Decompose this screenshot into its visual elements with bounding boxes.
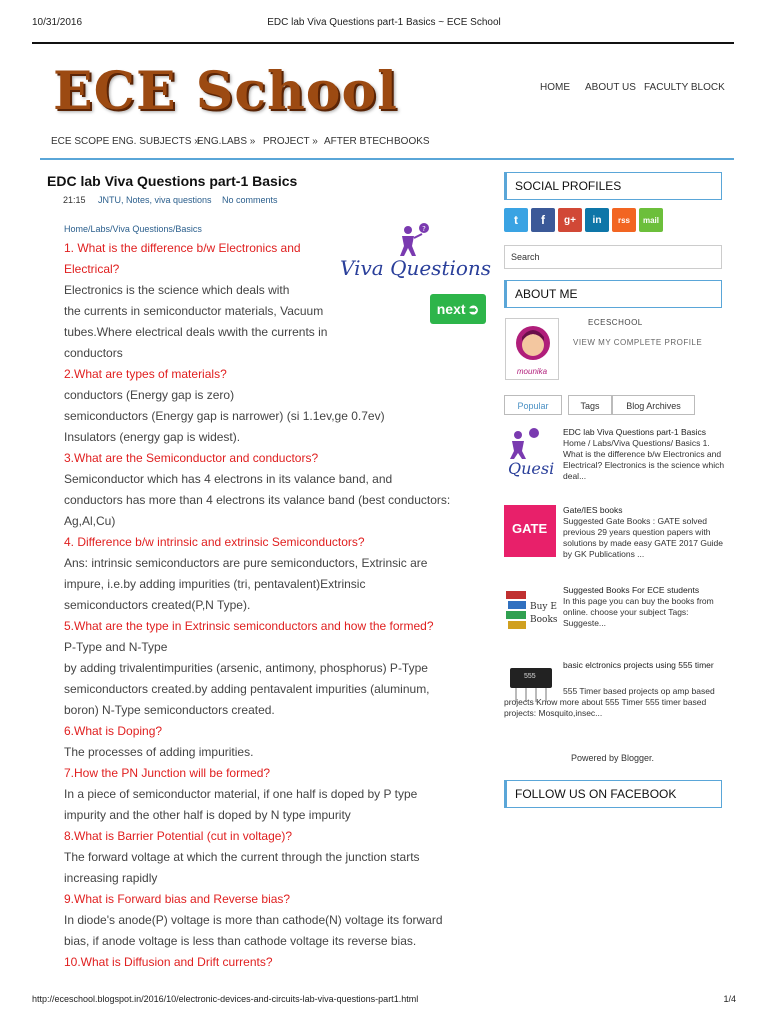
answer-line: impure, i.e.by adding impurities (tri, pentavalent)Extrinsic [64, 577, 366, 591]
linkedin-icon[interactable]: in [585, 208, 609, 232]
post-time: 21:15 [63, 195, 86, 205]
facebook-icon[interactable]: f [531, 208, 555, 232]
rss-icon[interactable]: rss [612, 208, 636, 232]
answer-line: Ag,Al,Cu) [64, 514, 116, 528]
nav-faculty-link[interactable]: FACULTY BLOCK [644, 82, 725, 93]
popular-thumb-text: 555 [524, 673, 536, 680]
question-line: 10.What is Diffusion and Drift currents? [64, 955, 273, 969]
question-line: Electrical? [64, 262, 120, 276]
nav-home-link[interactable]: HOME [540, 82, 570, 93]
header-rule [32, 42, 734, 44]
popular-post-text [563, 660, 727, 671]
popular-post-thumb [504, 427, 558, 481]
post-labels[interactable]: JNTU, Notes, viva questions [98, 195, 212, 205]
answer-line: increasing rapidly [64, 871, 158, 885]
popular-post-text [563, 505, 727, 560]
twitter-icon[interactable]: t [504, 208, 528, 232]
answer-line: The processes of adding impurities. [64, 745, 254, 759]
popular-post-text [563, 427, 727, 482]
nav-about-link[interactable]: ABOUT US [585, 82, 636, 93]
question-line: 6.What is Doping? [64, 724, 163, 738]
nav-rule [40, 158, 734, 160]
answer-line: Electronics is the science which deals with [64, 283, 290, 297]
avatar-name: mounika [516, 367, 548, 376]
nav-books[interactable]: BOOKS [394, 136, 430, 147]
answer-line: impurity and the other half is doped by N type impurity [64, 808, 351, 822]
popular-post[interactable] [504, 585, 726, 645]
answer-line: boron) N-Type semiconductors created. [64, 703, 275, 717]
tab-blog-archives[interactable]: Blog Archives [612, 395, 695, 415]
answer-line: the currents in semiconductor materials, Vacuum [64, 304, 324, 318]
question-line: 5.What are the type in Extrinsic semiconductors and how the formed? [64, 619, 434, 633]
nav-project[interactable]: PROJECT » [263, 136, 318, 147]
avatar[interactable] [505, 318, 559, 380]
person-question-icon [396, 222, 432, 258]
nav-ece-scope[interactable]: ECE SCOPE [51, 136, 110, 147]
about-me-heading: ABOUT ME [504, 280, 722, 308]
answer-line: semiconductors (Energy gap is narrower) (si 1.1ev,ge 0.7ev) [64, 409, 385, 423]
answer-line: Ans: intrinsic semiconductors are pure semiconductors, Extrinsic are [64, 556, 428, 570]
popular-post[interactable] [504, 427, 726, 493]
mail-icon[interactable]: mail [639, 208, 663, 232]
question-line: 9.What is Forward bias and Reverse bias? [64, 892, 291, 906]
post-title[interactable]: EDC lab Viva Questions part-1 Basics [47, 173, 298, 189]
profile-name: ECESCHOOL [588, 318, 643, 327]
viva-questions-image [340, 222, 490, 282]
answer-line: conductors [64, 346, 123, 360]
answer-line: bias, if anode voltage is less than cathode voltage its reverse bias. [64, 934, 417, 948]
popular-post-snippet: Home / Labs/Viva Questions/ Basics 1. What is the difference b/w Electronics and Electrical? Electronics is the science which deal... [563, 438, 725, 481]
print-header [32, 17, 736, 31]
answer-line: P-Type and N-Type [64, 640, 168, 654]
arrow-right-icon: ➲ [467, 300, 480, 317]
question-line: 4. Difference b/w intrinsic and extrinsic Semiconductors? [64, 535, 365, 549]
popular-post-thumb [504, 585, 558, 639]
breadcrumb[interactable]: Home/Labs/Viva Questions/Basics [64, 224, 202, 234]
question-line: 1. What is the difference b/w Electronics and [64, 241, 301, 255]
popular-thumb-text: GATE [512, 521, 548, 536]
question-line: 3.What are the Semiconductor and conductors? [64, 451, 319, 465]
answer-line: by adding trivalentimpurities (arsenic, antimony, phosphorus) P-Type [64, 661, 428, 675]
popular-post-title[interactable]: EDC lab Viva Questions part-1 Basics [563, 427, 706, 437]
popular-post[interactable] [504, 505, 726, 571]
popular-post-text [563, 585, 727, 629]
answer-line: In a piece of semiconductor material, if one half is doped by P type [64, 787, 418, 801]
popular-post-title[interactable]: Suggested Books For ECE students [563, 585, 700, 595]
svg-text:?: ? [422, 225, 426, 233]
popular-post-snippet: 555 Timer based projects op amp based projects Know more about 555 Timer 555 timer based projects: Mosquito,insec... [504, 686, 715, 718]
next-button[interactable] [430, 294, 486, 324]
popular-thumb-text: Quesi [508, 459, 555, 478]
popular-post[interactable] [504, 660, 726, 728]
google-plus-icon[interactable]: g+ [558, 208, 582, 232]
question-line: 2.What are types of materials? [64, 367, 227, 381]
answer-line: tubes.Where electrical deals wwith the currents in [64, 325, 328, 339]
view-profile-link[interactable]: VIEW MY COMPLETE PROFILE [573, 338, 703, 347]
search-input[interactable]: Search [504, 245, 722, 269]
answer-line: Insulators (energy gap is widest). [64, 430, 241, 444]
popular-post-title[interactable]: Gate/IES books [563, 505, 623, 515]
question-line: 7.How the PN Junction will be formed? [64, 766, 271, 780]
nav-after-btech[interactable]: AFTER BTECH [324, 136, 394, 147]
question-line: 8.What is Barrier Potential (cut in voltage)? [64, 829, 293, 843]
social-profiles-heading: SOCIAL PROFILES [504, 172, 722, 200]
answer-line: In diode's anode(P) voltage is more than cathode(N) voltage its forward [64, 913, 443, 927]
books-icon [504, 587, 528, 635]
answer-line: semiconductors created.by adding pentavalent impurities (aluminum, [64, 682, 430, 696]
popular-post-snippet: Suggested Gate Books : GATE solved previous 29 years question papers with solutions by made easy GATE 2017 Guide by GK Publications ... [563, 516, 724, 559]
answer-line: conductors (Energy gap is zero) [64, 388, 235, 402]
powered-by-blogger[interactable]: Powered by Blogger. [571, 753, 655, 763]
print-date: 10/31/2016 [32, 17, 83, 28]
popular-post-title[interactable]: basic elctronics projects using 555 timer [563, 660, 714, 670]
answer-line: The forward voltage at which the current through the junction starts [64, 850, 420, 864]
post-comments-link[interactable]: No comments [222, 195, 278, 205]
popular-post-snippet: In this page you can buy the books from online. choose your subject Tags: Suggeste... [563, 596, 714, 628]
print-url: http://eceschool.blogspot.in/2016/10/electronic-devices-and-circuits-lab-viva-questions-part1.html [32, 994, 419, 1004]
viva-image-caption: Viva Questions [340, 256, 492, 280]
next-label: next [436, 301, 466, 317]
nav-eng-subjects[interactable]: ENG. SUBJECTS » [112, 136, 200, 147]
answer-line: conductors has more than 4 electrons its valance band (best conductors: [64, 493, 451, 507]
tab-popular[interactable]: Popular [504, 395, 562, 415]
tab-tags[interactable]: Tags [568, 395, 612, 415]
popular-thumb-text: Buy E Books [530, 602, 558, 625]
print-page-number: 1/4 [723, 994, 736, 1004]
nav-eng-labs[interactable]: ENG.LABS » [197, 136, 256, 147]
print-title: EDC lab Viva Questions part-1 Basics ~ ECE School [267, 17, 501, 28]
follow-facebook-heading: FOLLOW US ON FACEBOOK [504, 780, 722, 808]
popular-post-thumb [504, 505, 556, 557]
answer-line: Semiconductor which has 4 electrons in its valance band, and [64, 472, 393, 486]
site-logo[interactable]: ECE School [53, 61, 398, 122]
answer-line: semiconductors created(P,N Type). [64, 598, 251, 612]
